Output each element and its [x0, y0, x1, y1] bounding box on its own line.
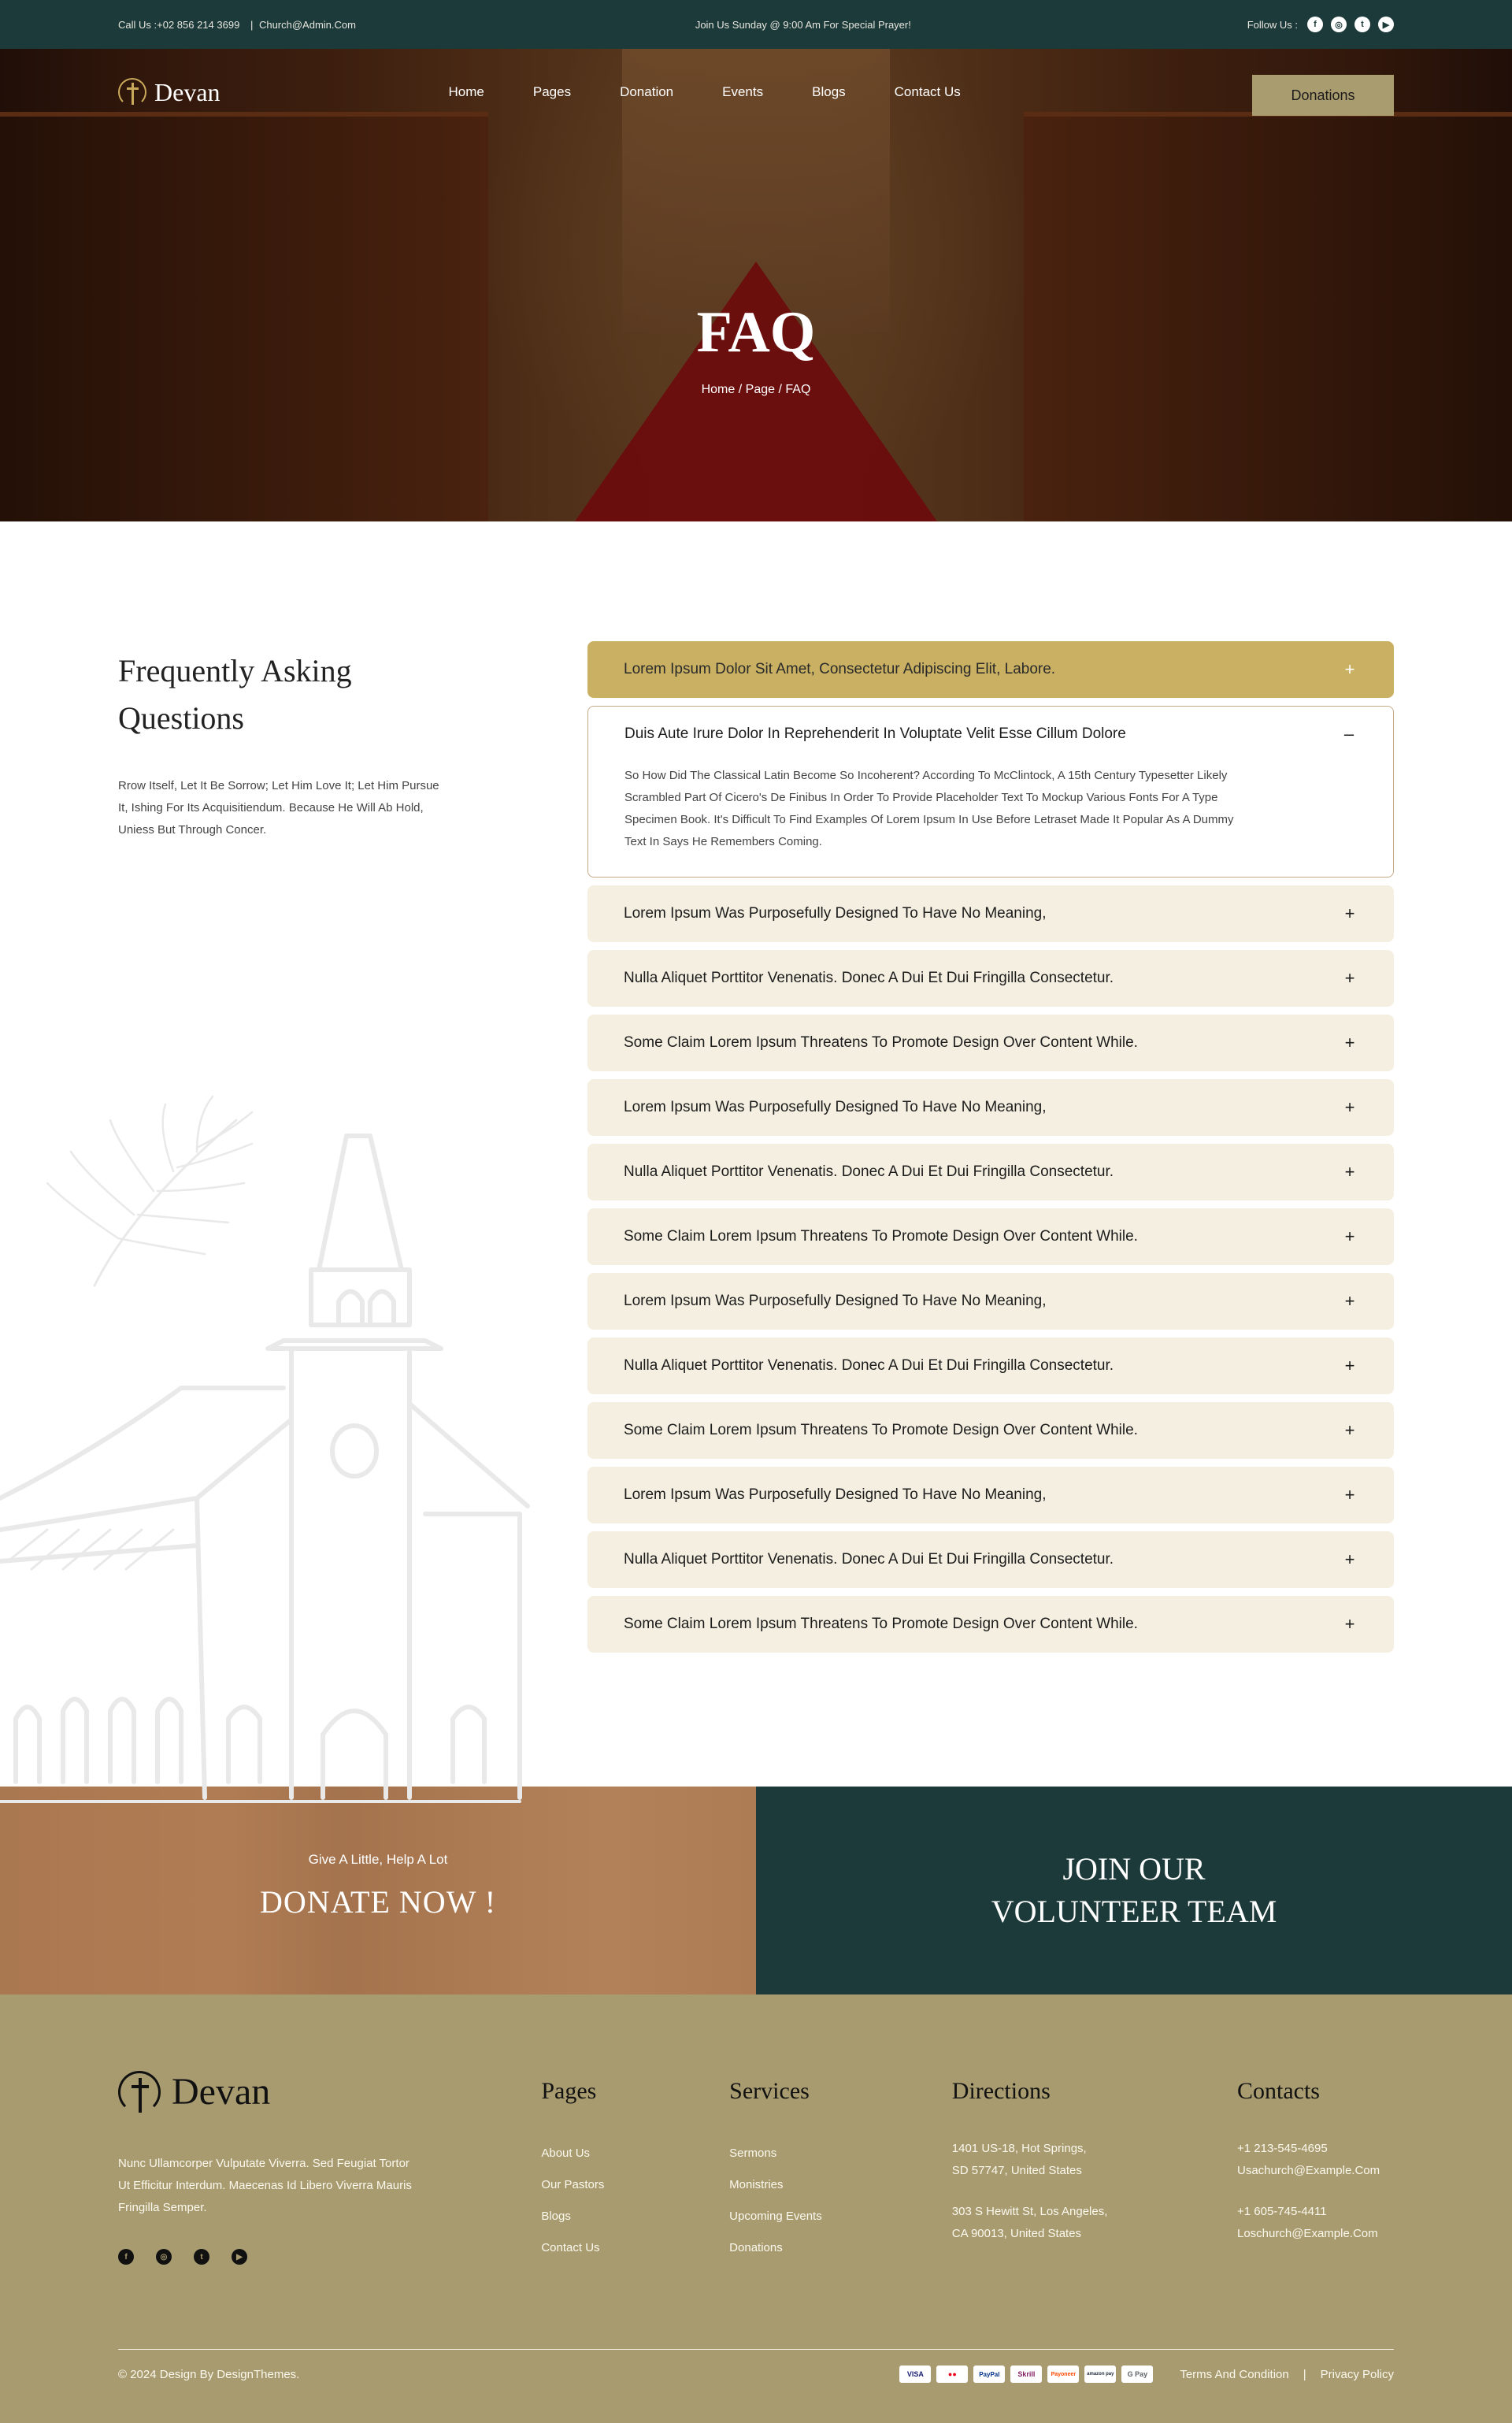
footer-link-upcoming-events[interactable]: Upcoming Events: [729, 2210, 822, 2223]
faq-question: Some Claim Lorem Ipsum Threatens To Promote Design Over Content While.: [624, 1034, 1138, 1051]
nav-item-blogs[interactable]: Blogs: [812, 84, 846, 99]
faq-question: Some Claim Lorem Ipsum Threatens To Promote Design Over Content While.: [624, 1228, 1138, 1245]
plus-icon[interactable]: +: [1344, 968, 1355, 988]
copyright: © 2024 Design By DesignThemes.: [118, 2367, 300, 2381]
footer-link-sermons[interactable]: Sermons: [729, 2147, 777, 2160]
faq-question: Lorem Ipsum Dolor Sit Amet, Consectetur Adipiscing Elit, Labore.: [624, 661, 1056, 677]
footer-services-title: Services: [729, 2078, 810, 2104]
faq-item[interactable]: [587, 1531, 1394, 1588]
faq-question: Some Claim Lorem Ipsum Threatens To Promote Design Over Content While.: [624, 1422, 1138, 1438]
donate-now-title[interactable]: DONATE NOW !: [259, 1883, 497, 1920]
footer-link-contact-us[interactable]: Contact Us: [541, 2241, 600, 2254]
church-cross-icon: [118, 78, 146, 106]
faq-section: [0, 521, 1512, 1787]
faq-item[interactable]: [587, 1208, 1394, 1265]
footer-pages-column: [541, 2070, 729, 2265]
footer-brand: [118, 2070, 541, 2265]
faq-heading-line1: Frequently Asking: [118, 653, 352, 688]
contact-email[interactable]: Loschurch@Example.Com: [1237, 2227, 1378, 2240]
faq-item[interactable]: [587, 1467, 1394, 1523]
nav-item-contact-us[interactable]: Contact Us: [894, 84, 961, 99]
faq-item[interactable]: [587, 885, 1394, 942]
follow-label: Follow Us :: [1247, 18, 1298, 31]
footer-directions-title: Directions: [951, 2078, 1051, 2104]
privacy-link[interactable]: Privacy Policy: [1320, 2367, 1394, 2381]
footer-contacts-title: Contacts: [1237, 2078, 1320, 2104]
footer-directions-column: [952, 2070, 1237, 2265]
payment-methods: [899, 2365, 1153, 2383]
church-illustration-icon: [0, 1089, 536, 1829]
faq-heading: [118, 647, 587, 742]
paypal-icon: PayPal: [973, 2365, 1005, 2383]
plus-icon[interactable]: +: [1344, 1356, 1355, 1375]
nav-item-pages[interactable]: Pages: [532, 84, 572, 99]
donations-button[interactable]: Donations: [1252, 75, 1394, 116]
breadcrumb-home[interactable]: Home: [701, 383, 736, 396]
footer-services-column: [729, 2070, 952, 2265]
volunteer-panel[interactable]: [756, 1787, 1512, 1994]
faq-item-expanded[interactable]: [587, 706, 1394, 878]
faq-question: Lorem Ipsum Was Purposefully Designed To Have No Meaning,: [624, 1486, 1047, 1503]
faq-item[interactable]: [587, 1596, 1394, 1653]
faq-item[interactable]: [587, 1402, 1394, 1459]
address-line: 303 S Hewitt St, Los Angeles,: [951, 2205, 1108, 2218]
hero-banner: [0, 49, 1512, 521]
twitter-icon[interactable]: t: [194, 2249, 209, 2265]
twitter-icon[interactable]: t: [1354, 17, 1370, 32]
nav-item-donation[interactable]: Donation: [620, 84, 674, 99]
main-nav: [0, 49, 1512, 135]
plus-icon[interactable]: +: [1344, 904, 1355, 923]
plus-icon[interactable]: +: [1344, 1614, 1355, 1634]
youtube-icon[interactable]: ▶: [232, 2249, 247, 2265]
minus-icon[interactable]: –: [1343, 724, 1354, 744]
footer-pages-title: Pages: [541, 2078, 597, 2104]
facebook-icon[interactable]: f: [1307, 17, 1323, 32]
breadcrumb: [0, 383, 1512, 397]
email-link[interactable]: Church@Admin.Com: [258, 18, 356, 31]
social-links: [1247, 17, 1394, 32]
footer-social-links: [118, 2249, 541, 2265]
visa-icon: VISA: [899, 2365, 931, 2383]
faq-heading-line2: Questions: [118, 700, 244, 736]
footer-contacts-column: [1237, 2070, 1394, 2265]
plus-icon[interactable]: +: [1344, 659, 1355, 679]
faq-question: Nulla Aliquet Porttitor Venenatis. Donec A Dui Et Dui Fringilla Consectetur.: [624, 970, 1114, 986]
plus-icon[interactable]: +: [1344, 1291, 1355, 1311]
volunteer-title-line1: JOIN OUR: [1062, 1851, 1206, 1887]
amazon-pay-icon: amazon pay: [1084, 2365, 1116, 2383]
plus-icon[interactable]: +: [1344, 1226, 1355, 1246]
logo[interactable]: [118, 78, 220, 107]
plus-icon[interactable]: +: [1344, 1485, 1355, 1505]
legal-links: [1180, 2368, 1394, 2381]
page-title: FAQ: [696, 300, 816, 365]
separator: |: [250, 18, 254, 31]
faq-question: Duis Aute Irure Dolor In Reprehenderit In Voluptate Velit Esse Cillum Dolore: [624, 725, 1126, 742]
plus-icon[interactable]: +: [1344, 1162, 1355, 1182]
volunteer-title-line2: VOLUNTEER TEAM: [991, 1894, 1277, 1929]
footer-link-donations[interactable]: Donations: [729, 2241, 783, 2254]
contact-email[interactable]: Usachurch@Example.Com: [1237, 2164, 1380, 2177]
legal-separator: |: [1303, 2367, 1306, 2381]
top-bar: [0, 0, 1512, 49]
church-cross-icon: [118, 2071, 161, 2113]
faq-question: Some Claim Lorem Ipsum Threatens To Promote Design Over Content While.: [624, 1616, 1138, 1632]
nav-item-events[interactable]: Events: [722, 84, 764, 99]
address-line: 1401 US-18, Hot Springs,: [951, 2142, 1087, 2155]
footer-link-monistries[interactable]: Monistries: [729, 2178, 784, 2191]
footer-link-blogs[interactable]: Blogs: [541, 2210, 571, 2223]
footer-link-about-us[interactable]: About Us: [541, 2147, 591, 2160]
footer-logo-text: Devan: [172, 2071, 271, 2113]
nav-item-home[interactable]: Home: [448, 84, 484, 99]
footer-logo[interactable]: [118, 2070, 541, 2113]
footer-bottom-bar: [118, 2349, 1394, 2383]
faq-item[interactable]: [587, 641, 1394, 698]
faq-item[interactable]: [587, 1079, 1394, 1136]
announcement: Join Us Sunday @ 9:00 Am For Special Prayer!: [695, 18, 911, 31]
breadcrumb-sep: /: [738, 383, 743, 396]
skrill-icon: Skrill: [1010, 2365, 1042, 2383]
plus-icon[interactable]: +: [1344, 1420, 1355, 1440]
faq-question: Nulla Aliquet Porttitor Venenatis. Donec A Dui Et Dui Fringilla Consectetur.: [624, 1551, 1114, 1568]
breadcrumb-current: FAQ: [785, 383, 811, 396]
faq-item[interactable]: [587, 1015, 1394, 1071]
contact-phone[interactable]: +1 605-745-4411: [1237, 2205, 1327, 2218]
faq-intro-column: [118, 640, 587, 1660]
footer: [0, 1994, 1512, 2423]
faq-item[interactable]: [587, 950, 1394, 1007]
call-us-text[interactable]: Call Us :+02 856 214 3699: [118, 18, 240, 31]
payoneer-icon: Payoneer: [1047, 2365, 1079, 2383]
faq-intro-text: Rrow Itself, Let It Be Sorrow; Let Him Love It; Let Him Pursue It, Ishing For Its Acquisitiendum. Because He Will Ab Hold, Uniess But Through Concer.: [118, 779, 439, 837]
plus-icon[interactable]: +: [1344, 1097, 1355, 1117]
terms-link[interactable]: Terms And Condition: [1180, 2367, 1289, 2381]
footer-link-our-pastors[interactable]: Our Pastors: [541, 2178, 605, 2191]
faq-item[interactable]: [587, 1144, 1394, 1200]
logo-text: Devan: [154, 77, 220, 106]
faq-answer: So How Did The Classical Latin Become So Incoherent? According To McClintock, A 15th Century Typesetter Likely Scrambled Part Of Cicero's De Finibus In Order To Provide Placeholder Text To Mockup Various Fonts For A Type Specimen Book. It's Difficult To Find Examples Of Lorem Ipsum In Use Before Letraset Made It Popular As A Dummy Text In Says He Remembers Coming.: [624, 769, 1234, 848]
mastercard-icon: ●●: [936, 2365, 968, 2383]
address-line: CA 90013, United States: [951, 2227, 1082, 2240]
contact-phone[interactable]: +1 213-545-4695: [1237, 2142, 1328, 2155]
footer-about: Nunc Ullamcorper Vulputate Viverra. Sed Feugiat Tortor Ut Efficitur Interdum. Maecenas Id Libero Viverra Mauris Fringilla Semper.: [118, 2157, 412, 2214]
plus-icon[interactable]: +: [1344, 1549, 1355, 1569]
faq-accordion: [587, 641, 1394, 1660]
faq-question: Nulla Aliquet Porttitor Venenatis. Donec A Dui Et Dui Fringilla Consectetur.: [624, 1357, 1114, 1374]
instagram-icon[interactable]: ◎: [156, 2249, 172, 2265]
plus-icon[interactable]: +: [1344, 1033, 1355, 1052]
youtube-icon[interactable]: ▶: [1378, 17, 1394, 32]
instagram-icon[interactable]: ◎: [1331, 17, 1347, 32]
faq-item[interactable]: [587, 1338, 1394, 1394]
contact-info: [118, 19, 359, 31]
donate-subtitle: Give A Little, Help A Lot: [308, 1851, 448, 1867]
google-pay-icon: G Pay: [1121, 2365, 1153, 2383]
breadcrumb-sep: /: [778, 383, 782, 396]
faq-item[interactable]: [587, 1273, 1394, 1330]
facebook-icon[interactable]: f: [118, 2249, 134, 2265]
faq-question: Nulla Aliquet Porttitor Venenatis. Donec A Dui Et Dui Fringilla Consectetur.: [624, 1163, 1114, 1180]
faq-question: Lorem Ipsum Was Purposefully Designed To Have No Meaning,: [624, 1293, 1047, 1309]
faq-question: Lorem Ipsum Was Purposefully Designed To Have No Meaning,: [624, 1099, 1047, 1115]
breadcrumb-page[interactable]: Page: [745, 383, 776, 396]
faq-question: Lorem Ipsum Was Purposefully Designed To Have No Meaning,: [624, 905, 1047, 922]
nav-menu: [449, 84, 1010, 100]
address-line: SD 57747, United States: [951, 2164, 1082, 2177]
